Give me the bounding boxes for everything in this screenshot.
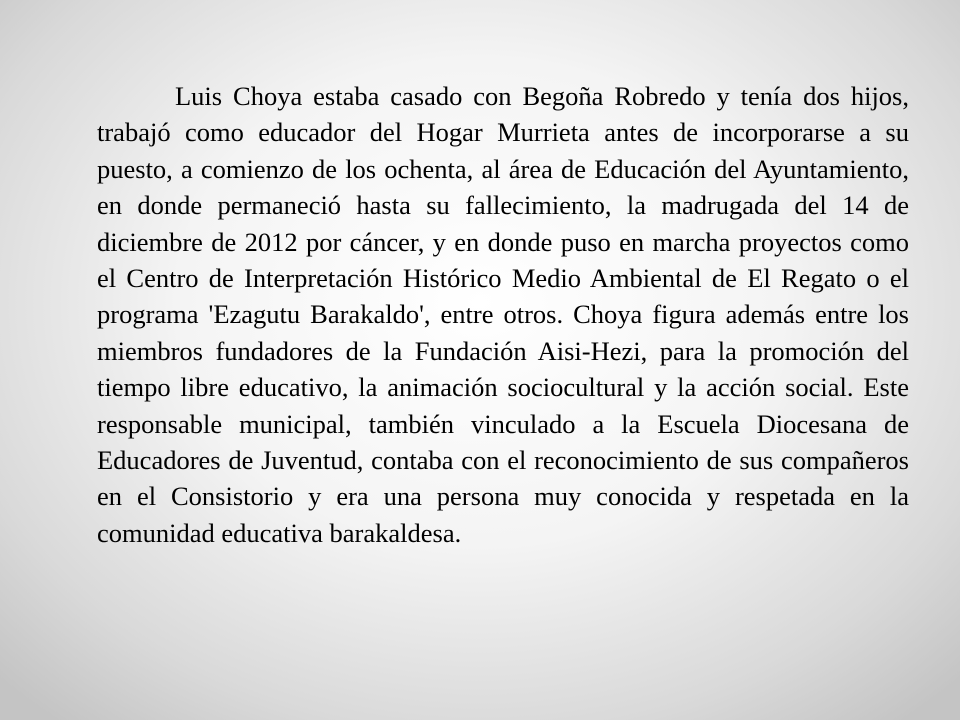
- body-paragraph: Luis Choya estaba casado con Begoña Robredo y tenía dos hijos, trabajó como educador del Hogar Murrieta antes de incorporarse a su puesto, a comienzo de los ochenta, al área de Educación del Ayuntamiento, en donde permaneció hasta su fallecimiento, la madrugada del 14 de diciembre de 2012 por cáncer, y en donde puso en marcha proyectos como el Centro de Interpretación Histórico Medio Ambiental de El Regato o el programa 'Ezagutu Barakaldo', entre otros. Choya figura además entre los miembros fundadores de la Fundación Aisi-Hezi, para la promoción del tiempo libre educativo, la animación sociocultural y la acción social. Este responsable municipal, también vinculado a la Escuela Diocesana de Educadores de Juventud, contaba con el reconocimiento de sus compañeros en el Consistorio y era una persona muy conocida y respetada en la comunidad educativa barakaldesa.: [97, 81, 909, 548]
